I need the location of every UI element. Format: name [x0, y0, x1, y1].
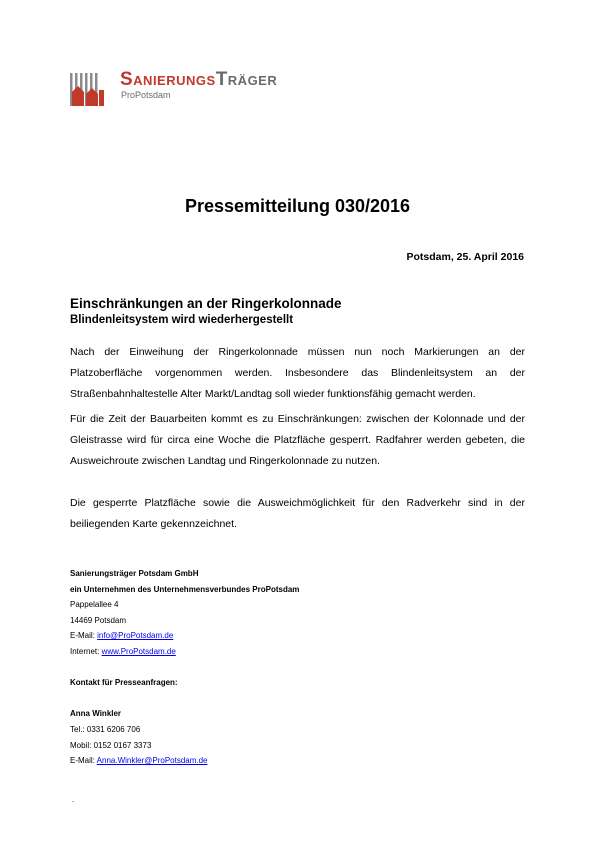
- spacer: [70, 691, 370, 707]
- sanierungstraeger-logo: [70, 70, 350, 110]
- body-paragraph-2: Für die Zeit der Bauarbeiten kommt es zu Einschränkungen: zwischen der Kolonnade und der Gleistrasse wird für circa eine Woche die Platzfläche gesperrt. Radfahrer werden gebeten, die Ausweichroute zwischen Landtag und Ringerkolonnade zu nutzen.: [70, 413, 525, 467]
- press-contact-email-label: E-Mail:: [70, 756, 97, 766]
- press-release-title: Pressemitteilung 030/2016: [184, 196, 411, 216]
- company-web-link[interactable]: www.ProPotsdam.de: [101, 646, 176, 656]
- company-city: 14469 Potsdam: [70, 615, 127, 625]
- logo-subtitle: ProPotsdam: [121, 90, 171, 100]
- footer-mark: .: [72, 795, 75, 804]
- company-email-label: E-Mail:: [70, 631, 98, 641]
- logo-wordmark: [120, 70, 277, 90]
- company-email-row: [70, 628, 370, 644]
- company-web-row: [70, 644, 370, 660]
- press-contact-heading: Kontakt für Presseanfragen:: [70, 678, 178, 688]
- company-tagline: ein Unternehmen des Unternehmensverbundes ProPotsdam: [70, 584, 300, 594]
- press-release-date: Potsdam, 25. April 2016: [406, 251, 524, 263]
- company-street: Pappelallee 4: [70, 600, 119, 610]
- company-web-label: Internet:: [70, 646, 102, 656]
- company-email-link[interactable]: info@ProPotsdam.de: [97, 631, 174, 641]
- building-bars-icon: [70, 70, 114, 106]
- press-contact-name: Anna Winkler: [70, 709, 122, 719]
- contact-block: [70, 566, 370, 769]
- logo-wordmark-secondary: Träger: [215, 69, 278, 90]
- article-subheading: Blindenleitsystem wird wiederhergestellt: [70, 314, 294, 326]
- press-contact-email-link[interactable]: Anna.Winkler@ProPotsdam.de: [96, 756, 208, 766]
- spacer: [70, 660, 370, 676]
- press-contact-email-row: [70, 753, 370, 769]
- company-name: Sanierungsträger Potsdam GmbH: [70, 569, 199, 578]
- logo-wordmark-main: Sanierungs: [120, 69, 216, 90]
- press-contact-mobile: Mobil: 0152 0167 3373: [70, 740, 152, 750]
- article-heading: Einschränkungen an der Ringerkolonnade: [70, 296, 342, 311]
- body-paragraph-1: Nach der Einweihung der Ringerkolonnade müssen nun noch Markierungen an der Platzoberfläche vorgenommen werden. Insbesondere das Blindenleitsystem an der Straßenbahnhaltestelle Alter Markt/Landtag soll wieder funktionsfähig gemacht werden.: [70, 346, 525, 400]
- press-contact-phone: Tel.: 0331 6206 706: [70, 724, 141, 734]
- body-paragraph-3: Die gesperrte Platzfläche sowie die Ausweichmöglichkeit für den Radverkehr sind in der beiliegenden Karte gekennzeichnet.: [70, 497, 525, 530]
